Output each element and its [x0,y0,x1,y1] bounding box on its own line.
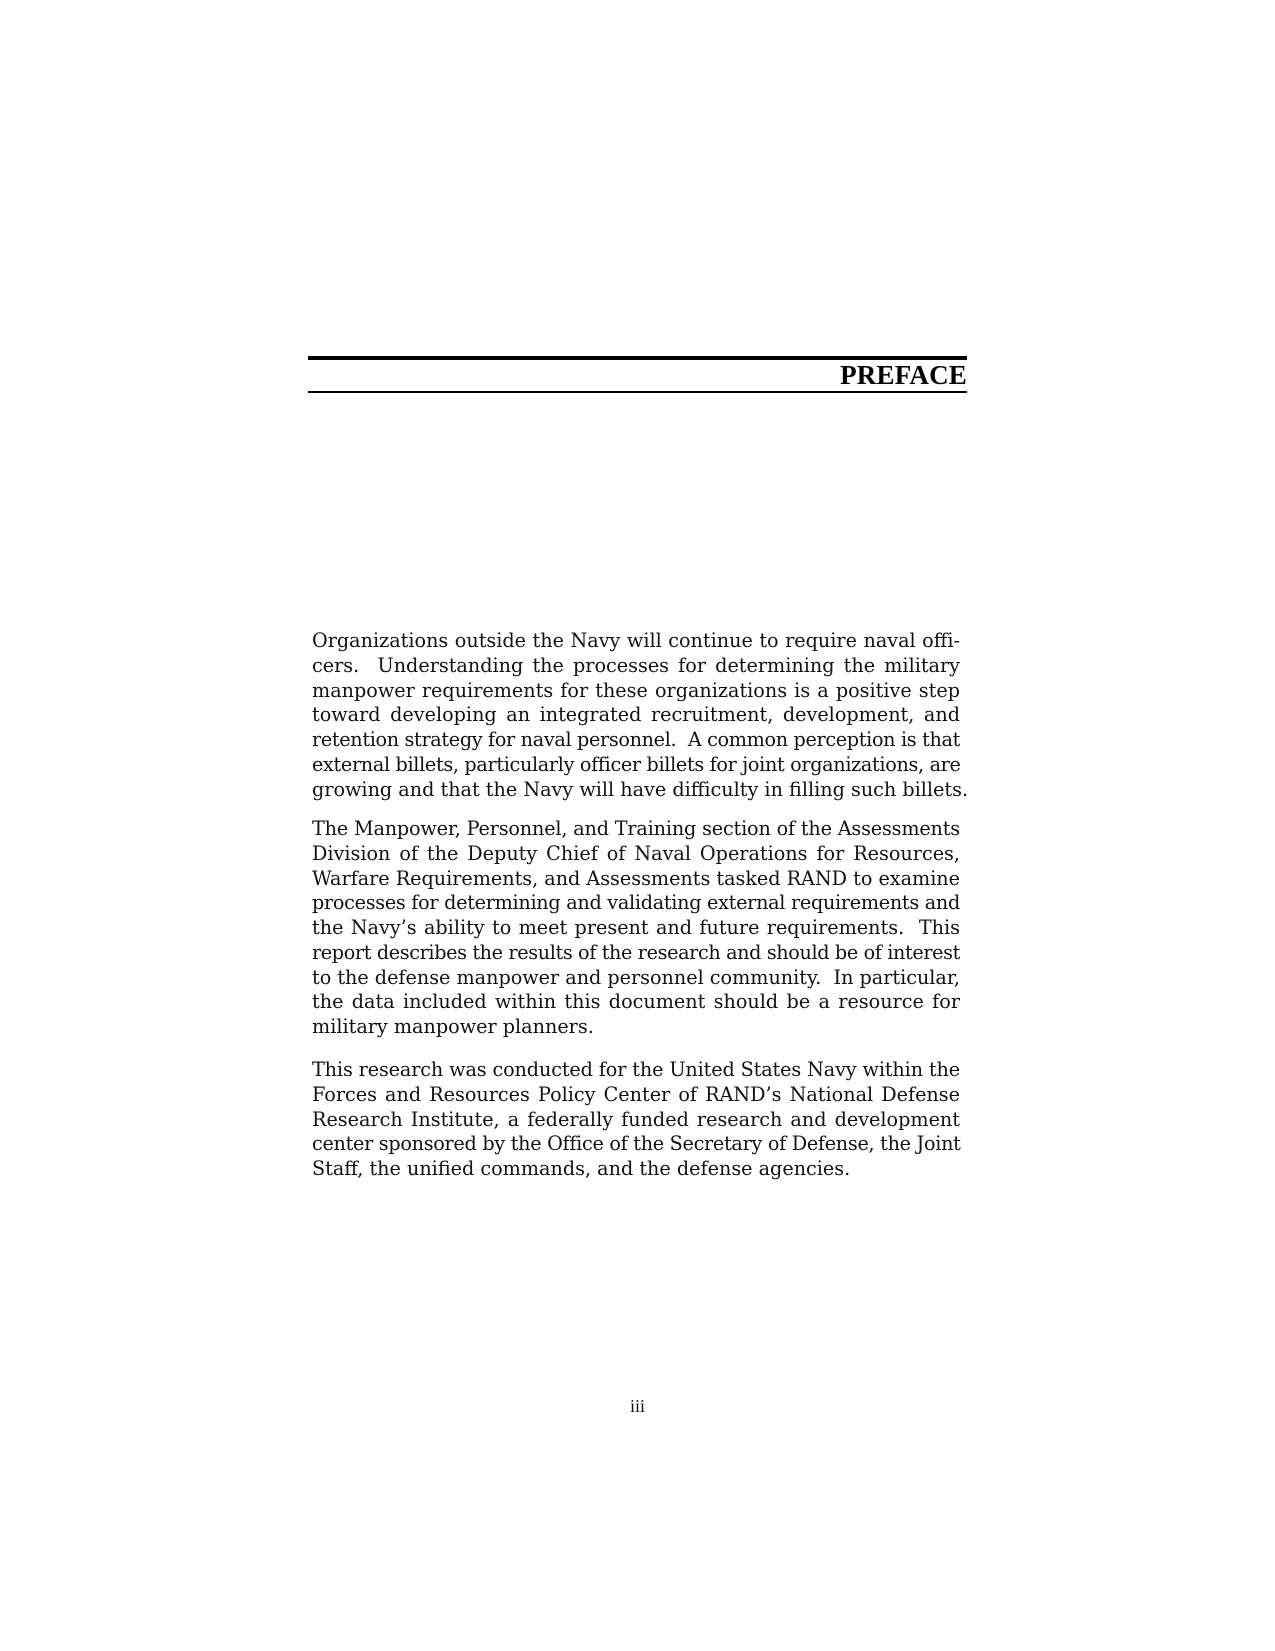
text-line: the data included within this document should be a resource for [312,990,960,1014]
paragraph-3 [312,1058,960,1182]
text-line: This research was conducted for the United States Navy within the [312,1058,960,1081]
text-line: to the defense manpower and personnel community. In particular, [312,965,960,989]
paragraph-2 [312,817,960,1040]
page-number: iii [629,1396,645,1416]
text-line: Staff, the unified commands, and the defense agencies. [312,1157,851,1180]
text-line: processes for determining and validating external requirements and [312,891,960,915]
text-line: Warfare Requirements, and Assessments tasked RAND to examine [312,866,960,890]
text-line: Division of the Deputy Chief of Naval Operations for Resources, [312,841,960,865]
text-line: Organizations outside the Navy will continue to require naval offi- [312,629,960,652]
text-line: Forces and Resources Policy Center of RAND’s National Defense [312,1082,960,1106]
text-line: center sponsored by the Office of the Secretary of Defense, the Joint [312,1132,961,1156]
paragraph-1 [312,629,969,802]
text-line: report describes the results of the research and should be of interest [312,940,960,964]
text-line: cers. Understanding the processes for determining the military [312,653,960,677]
text-line: the Navy’s ability to meet present and future requirements. This [312,916,960,939]
text-line: toward developing an integrated recruitment, development, and [312,703,960,727]
header-rule-thin [308,391,967,393]
text-line: growing and that the Navy will have difficulty in filling such billets. [312,777,969,801]
chapter-title: PREFACE [840,360,967,390]
text-line: manpower requirements for these organizations is a positive step [312,678,960,702]
text-line: external billets, particularly officer billets for joint organizations, are [312,752,961,776]
text-line: retention strategy for naval personnel. A common perception is that [312,728,960,751]
text-line: The Manpower, Personnel, and Training section of the Assessments [312,817,960,840]
text-line: military manpower planners. [312,1015,594,1038]
text-line: Research Institute, a federally funded research and development [312,1107,960,1131]
